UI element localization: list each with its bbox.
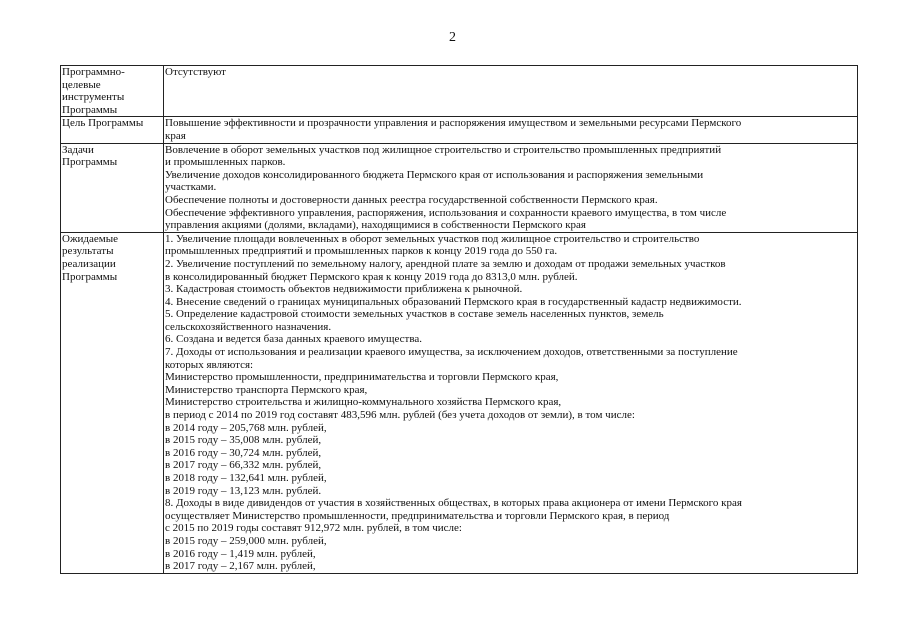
row-label-line: результаты [62,245,114,258]
content-line: в 2018 году – 132,641 млн. рублей, [165,472,327,484]
table-row [61,232,858,573]
row-label-line: реализации [62,257,116,270]
content-line: 5. Определение кадастровой стоимости земельных участков в составе земель населенных пунктов, земель [165,308,664,321]
row-label-line: Программы [62,103,118,116]
content-line: сельскохозяйственного назначения. [165,320,332,333]
program-passport-table [60,65,858,574]
row-label-cell [61,66,164,117]
row-content-cell [164,66,858,117]
row-label-line: Программы [62,156,118,169]
content-line: Отсутствуют [165,66,226,78]
row-label-line: Цель Программы [62,117,144,130]
content-line: Увеличение доходов консолидированного бюджета Пермского края от использования и распоряжения земельными [165,168,704,181]
content-line: в 2015 году – 35,008 млн. рублей, [165,434,322,447]
content-line: и промышленных парков. [165,156,286,169]
content-line: Министерство транспорта Пермского края, [165,383,368,396]
content-line: в 2016 году – 30,724 млн. рублей, [165,446,322,459]
row-label-cell [61,117,164,143]
row-label-line: Программы [62,270,118,283]
table-row [61,66,858,117]
content-line: Вовлечение в оборот земельных участков под жилищное строительство и строительство промышленных предприятий [165,143,722,156]
content-line: участками. [165,181,217,194]
content-line: осуществляет Министерство промышленности, предпринимательства и торговли Пермского края, в период [165,509,670,522]
content-line: Министерство промышленности, предпринимательства и торговли Пермского края, [165,371,559,384]
content-line: в 2017 году – 2,167 млн. рублей, [165,560,316,573]
table-row [61,117,858,143]
content-line: Обеспечение полноты и достоверности данных реестра государственной собственности Пермского края. [165,193,658,206]
content-line: в консолидированный бюджет Пермского края к концу 2019 года до 8313,0 млн. рублей. [165,270,578,283]
page-number: 2 [449,30,456,45]
content-line: Повышение эффективности и прозрачности управления и распоряжения имуществом и земельными ресурсами Пермского [165,117,742,130]
row-label-line: Задачи [62,143,94,156]
row-label-line: целевые [62,78,101,91]
content-line: которых являются: [165,358,254,371]
content-line: 6. Создана и ведется база данных краевого имущества. [165,333,423,346]
content-line: 8. Доходы в виде дивидендов от участия в хозяйственных обществах, в которых права акционера от имени Пермского края [165,497,742,510]
content-line: промышленных предприятий и промышленных парков к концу 2019 года до 550 га. [165,245,558,258]
row-content-cell [164,232,858,573]
content-line: Министерство строительства и жилищно-коммунального хозяйства Пермского края, [165,396,562,409]
content-line: края [165,129,186,142]
content-line: 1. Увеличение площади вовлеченных в оборот земельных участков под жилищное строительство и строительство [165,232,700,245]
content-line: в 2017 году – 66,332 млн. рублей, [165,459,322,472]
content-line: Обеспечение эффективного управления, распоряжения, использования и сохранности краевого имущества, в том числе [165,206,727,219]
content-line: в 2019 году – 13,123 млн. рублей. [165,484,322,497]
content-line: управления акциями (долями, вкладами), находящимися в собственности Пермского края [165,219,586,232]
row-label-line: Ожидаемые [62,232,119,245]
row-label-line: инструменты [62,91,125,104]
row-content-cell [164,143,858,232]
content-line: 2. Увеличение поступлений по земельному налогу, арендной плате за землю и доходам от продажи земельных участков [165,257,726,270]
content-line: в 2015 году – 259,000 млн. рублей, [165,534,327,547]
row-content-cell [164,117,858,143]
content-line: в период с 2014 по 2019 год составят 483,596 млн. рублей (без учета доходов от земли), в том числе: [165,409,635,422]
content-line: 7. Доходы от использования и реализации краевого имущества, за исключением доходов, ответственными за поступление [165,346,738,359]
table-row [61,143,858,232]
content-line: в 2014 году – 205,768 млн. рублей, [165,421,327,434]
content-line: с 2015 по 2019 годы составят 912,972 млн. рублей, в том числе: [165,522,462,535]
row-label-line: Программно- [62,66,125,78]
content-line: в 2016 году – 1,419 млн. рублей, [165,547,316,560]
row-label-cell [61,232,164,573]
content-line: 4. Внесение сведений о границах муниципальных образований Пермского края в государственный кадастр недвижимости. [165,295,742,308]
content-line: 3. Кадастровая стоимость объектов недвижимости приближена к рыночной. [165,283,523,296]
row-label-cell [61,143,164,232]
